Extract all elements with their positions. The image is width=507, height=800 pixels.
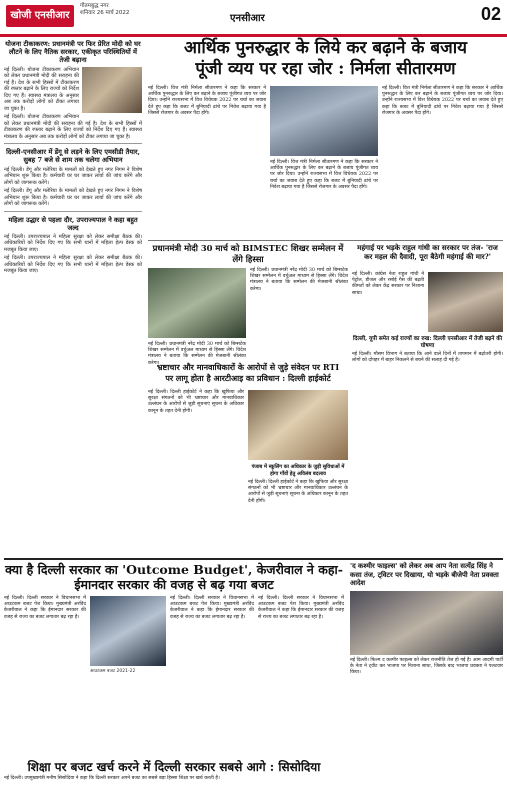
kashmir-story bbox=[350, 562, 503, 792]
rahul-photo bbox=[428, 272, 503, 332]
budget-body-2: नई दिल्ली। दिल्ली सरकार ने विधानसभा में आउटकम बजट पेश किया। मुख्यमंत्री अरविंद केजरीवाल ने कहा कि ईमानदार सरकार की वजह से राज्य का बजट लगातार बढ़ रहा है। bbox=[170, 596, 254, 620]
bimstec-photo bbox=[148, 268, 246, 338]
rti-body: नई दिल्ली। दिल्ली हाईकोर्ट ने कहा कि खुफिया और सुरक्षा संगठनों को भी भ्रष्टाचार और मानवाधिकार उल्लंघन के आरोपों से जुड़ी सूचनाएं सूचना के अधिकार कानून के तहत देनी होंगी। bbox=[148, 390, 244, 414]
newspaper-logo: खोजी एनसीआर bbox=[6, 5, 74, 27]
page-number: 02 bbox=[480, 4, 501, 24]
story2-box bbox=[4, 143, 142, 207]
lead-body-3: नई दिल्ली। वित्त मंत्री निर्मला सीतारमण ने कहा कि सरकार ने आर्थिक पुनरुद्धार के लिए कर बढ़ाने के बजाय पूंजीगत व्यय पर जोर दिया। उन्होंने राज्यसभा में वित्त विधेयक 2022 पर चर्चा का जवाब देते हुए कहा कि बजट में बुनियादी ढांचे पर निवेश बढ़ाया गया है जिससे रोजगार के अवसर पैदा होंगे। bbox=[382, 86, 503, 116]
divider bbox=[148, 240, 503, 241]
story1-body: नई दिल्ली। योजना टीकाकरण अभियान को लेकर प्रधानमंत्री मोदी की सराहना की गई है। देश के सभी हिस्सों में टीकाकरण की रफ्तार बढ़ाने के लिए राज्यों को निर्देश दिए गए हैं। स्वास्थ्य मंत्रालय के अनुसार अब तक करोड़ों लोगों को टीका लगाया जा चुका है। bbox=[4, 66, 79, 112]
lead-headline-line1: आर्थिक पुनरुद्धार के लिये कर बढ़ाने के बजाय bbox=[184, 38, 467, 58]
bimstec-body: नई दिल्ली। प्रधानमंत्री नरेंद्र मोदी 30 मार्च को बिम्सटेक शिखर सम्मेलन में वर्चुअल माध्यम से हिस्सा लेंगे। विदेश मंत्रालय ने बताया कि सम्मेलन की मेजबानी श्रीलंका करेगा। bbox=[250, 268, 348, 292]
story1-photo bbox=[82, 67, 142, 113]
budget-headline: क्या है दिल्ली सरकार का 'Outcome Budget', केजरीवाल ने कहा- ईमानदार सरकार की वजह से बढ़ गया बजट bbox=[5, 562, 343, 592]
date-line: गौतमबुद्ध नगर शनिवार 26 मार्च 2022 bbox=[80, 3, 130, 16]
kashmir-headline: 'द कश्मीर फाइल्स' को लेकर अब आप नेता सत्येंद्र सिंह ने कसा तंज, ट्विटर पर दिखाया, यो भड़के बीजेपी नेता प्रवक्ता आदेश bbox=[350, 562, 499, 588]
education-body: नई दिल्ली। उपमुख्यमंत्री मनीष सिसोदिया ने कहा कि दिल्ली सरकार अपने बजट का सबसे बड़ा हिस्सा शिक्षा पर खर्च करती है। bbox=[4, 776, 220, 781]
lead-headline-line2: पूंजी व्यय पर रहा जोर : निर्मला सीतारमण bbox=[195, 59, 456, 79]
rti-subhead: पंजाब में स्कूलिंग का अधिकार के जुड़ी सुविधाओं में होगा गाँवों हेतु अविलंब बदलाव bbox=[251, 464, 345, 477]
inflation-body: नई दिल्ली। कांग्रेस नेता राहुल गांधी ने पेट्रोल, डीजल और रसोई गैस की बढ़ती कीमतों को लेकर केंद्र सरकार पर निशाना साधा। bbox=[352, 272, 424, 296]
story3-headline: महिला उद्धार से पहला दौर, उपराज्यपाल ने कहा बहुत जल्द bbox=[8, 215, 138, 232]
story1-headline: योजना टीकाकरण: प्रधानमंत्री पर फिर प्रेरित मोदी को घर लौटने के लिए नैतिक सरकार, एकीकृत परिस्थितियों में तेजी बढ़ाना bbox=[5, 40, 141, 65]
story3-body-cont: नई दिल्ली। उपराज्यपाल ने महिला सुरक्षा को लेकर समीक्षा बैठक की। अधिकारियों को निर्देश दिए गए कि सभी थानों में महिला हेल्प डेस्क को मजबूत किया जाए। bbox=[4, 255, 142, 275]
rti-headline-1: भ्रष्टाचार और मानवाधिकारों के आरोपों से जुड़े संवेदन पर RTI bbox=[156, 362, 340, 372]
section-divider bbox=[4, 558, 503, 560]
story2-body: नई दिल्ली। डेंगू और मलेरिया के मामलों को देखते हुए नगर निगम ने विशेष अभियान शुरू किया है। कर्मचारी घर घर जाकर लार्वा की जांच करेंगे और लोगों को जागरूक करेंगे। bbox=[4, 166, 142, 186]
education-headline: शिक्षा पर बजट खर्च करने में दिल्ली सरकार सबसे आगे : सिसोदिया bbox=[27, 760, 321, 774]
inflation-subhead: दिल्ली, यूपी समेत कई राज्यों का रुख: दिल्ली एनसीआर में तेजी बढ़ने की घोषणा bbox=[352, 336, 503, 349]
story2-body-cont: नई दिल्ली। डेंगू और मलेरिया के मामलों को देखते हुए नगर निगम ने विशेष अभियान शुरू किया है। कर्मचारी घर घर जाकर लार्वा की जांच करेंगे और लोगों को जागरूक करेंगे। bbox=[4, 188, 142, 208]
section-name: एनसीआर bbox=[230, 13, 265, 24]
rti-body-2: नई दिल्ली। दिल्ली हाईकोर्ट ने कहा कि खुफिया और सुरक्षा संगठनों को भी भ्रष्टाचार और मानवाधिकार उल्लंघन के आरोपों से जुड़ी सूचनाएं सूचना के अधिकार कानून के तहत देनी होंगी। bbox=[248, 480, 348, 504]
rti-photo bbox=[248, 390, 348, 460]
inflation-sub-body: नई दिल्ली। मौसम विभाग ने बताया कि आने वाले दिनों में तापमान में बढ़ोतरी होगी। लोगों को दोपहर में बाहर निकलने से बचने की सलाह दी गई है। bbox=[352, 352, 503, 364]
budget-body: नई दिल्ली। दिल्ली सरकार ने विधानसभा में आउटकम बजट पेश किया। मुख्यमंत्री अरविंद केजरीवाल ने कहा कि ईमानदार सरकार की वजह से राज्य का बजट लगातार बढ़ रहा है। bbox=[4, 596, 86, 620]
lead-body-2: नई दिल्ली। वित्त मंत्री निर्मला सीतारमण ने कहा कि सरकार ने आर्थिक पुनरुद्धार के लिए कर बढ़ाने के बजाय पूंजीगत व्यय पर जोर दिया। उन्होंने राज्यसभा में वित्त विधेयक 2022 पर चर्चा का जवाब देते हुए कहा कि बजट में बुनियादी ढांचे पर निवेश बढ़ाया गया है जिससे रोजगार के अवसर पैदा होंगे। bbox=[270, 160, 378, 190]
rti-headline-2: पर लागू होता है आरटीआइ का प्रविधान : दिल्ली हाईकोर्ट bbox=[165, 373, 331, 383]
budget-photo bbox=[90, 596, 166, 666]
story2-headline: दिल्ली-एनसीआर में डेंगू से लड़ने के लिए एमसीडी तैयार, सुबह 7 बजे से शाम तक चलेगा अभियान bbox=[6, 148, 140, 165]
kashmir-body: नई दिल्ली। फिल्म द कश्मीर फाइल्स को लेकर राजनीति तेज हो गई है। आम आदमी पार्टी के नेता ने ट्वीट कर भाजपा पर निशाना साधा, जिसके बाद भाजपा प्रवक्ता ने पलटवार किया। bbox=[350, 657, 503, 676]
budget-caption: आउटकम बजट 2021-22 bbox=[90, 669, 136, 674]
bimstec-headline: प्रधानमंत्री मोदी 30 मार्च को BIMSTEC शिखर सम्मेलन में लेंगे हिस्सा bbox=[152, 243, 344, 264]
kashmir-photo bbox=[350, 591, 503, 655]
masthead bbox=[0, 0, 507, 37]
inflation-headline: महंगाई पर भड़के राहुल गांधी का सरकार पर तंज- 'राज कर महल की दैवादी, पूरा बैठेगी महंगाई की मार?' bbox=[357, 243, 498, 261]
story3-box bbox=[4, 211, 142, 275]
lead-photo bbox=[270, 86, 378, 156]
story1-body-cont: नई दिल्ली। योजना टीकाकरण अभियान को लेकर प्रधानमंत्री मोदी की सराहना की गई है। देश के सभी हिस्सों में टीकाकरण की रफ्तार बढ़ाने के लिए राज्यों को निर्देश दिए गए हैं। स्वास्थ्य मंत्रालय के अनुसार अब तक करोड़ों लोगों को टीका लगाया जा चुका है। bbox=[4, 114, 142, 140]
bimstec-body-2: नई दिल्ली। प्रधानमंत्री नरेंद्र मोदी 30 मार्च को बिम्सटेक शिखर सम्मेलन में वर्चुअल माध्यम से हिस्सा लेंगे। विदेश मंत्रालय ने बताया कि सम्मेलन की मेजबानी श्रीलंका करेगा। bbox=[148, 342, 246, 366]
left-column bbox=[4, 38, 142, 558]
lead-body: नई दिल्ली। वित्त मंत्री निर्मला सीतारमण ने कहा कि सरकार ने आर्थिक पुनरुद्धार के लिए कर बढ़ाने के बजाय पूंजीगत व्यय पर जोर दिया। उन्होंने राज्यसभा में वित्त विधेयक 2022 पर चर्चा का जवाब देते हुए कहा कि बजट में बुनियादी ढांचे पर निवेश बढ़ाया गया है जिससे रोजगार के अवसर पैदा होंगे। bbox=[148, 86, 266, 116]
story3-body: नई दिल्ली। उपराज्यपाल ने महिला सुरक्षा को लेकर समीक्षा बैठक की। अधिकारियों को निर्देश दिए गए कि सभी थानों में महिला हेल्प डेस्क को मजबूत किया जाए। bbox=[4, 233, 142, 253]
budget-body-3: नई दिल्ली। दिल्ली सरकार ने विधानसभा में आउटकम बजट पेश किया। मुख्यमंत्री अरविंद केजरीवाल ने कहा कि ईमानदार सरकार की वजह से राज्य का बजट लगातार बढ़ रहा है। bbox=[258, 596, 344, 620]
lead-story bbox=[148, 38, 503, 80]
